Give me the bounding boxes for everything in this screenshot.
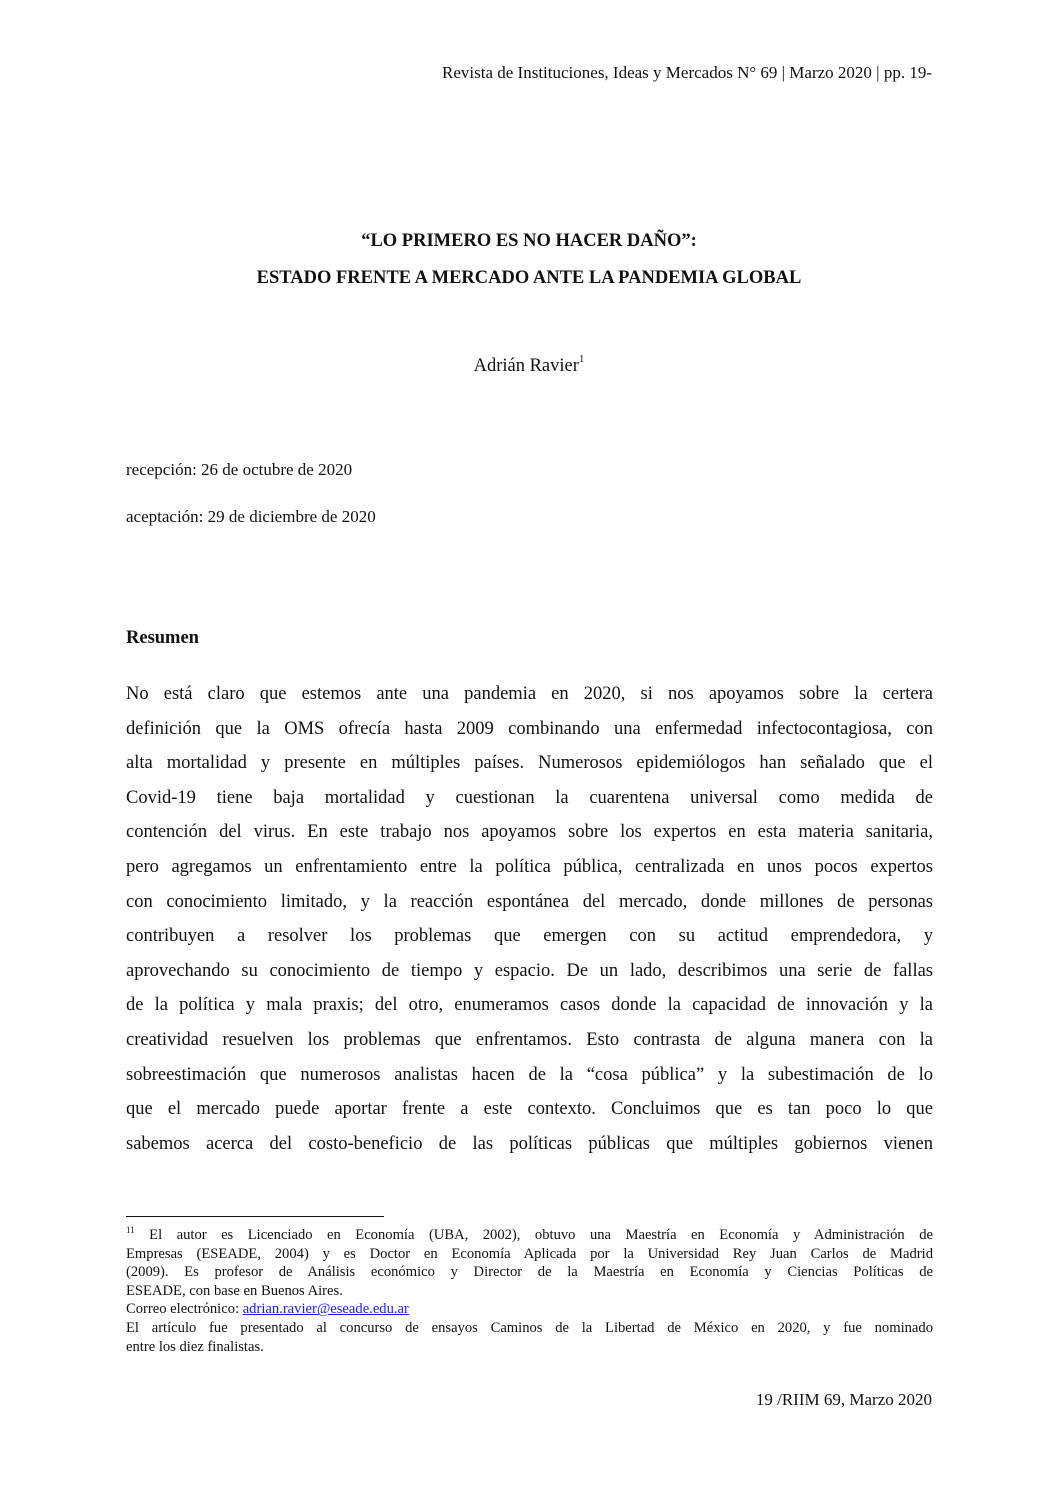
abstract-line: creatividad resuelven los problemas que enfrentamos. Esto contrasta de alguna manera con la	[126, 1029, 933, 1050]
footnote-note-line: entre los diez finalistas.	[126, 1338, 264, 1355]
journal-header: Revista de Instituciones, Ideas y Mercados N° 69 | Marzo 2020 | pp. 19-	[442, 63, 932, 82]
abstract-body	[126, 677, 933, 1161]
author-name: Adrián Ravier	[473, 356, 579, 376]
footnote-line: $^{11}$ El autor es Licenciado en Economía (UBA, 2002), obtuvo una Maestría en Economía y Administración de	[126, 1225, 933, 1243]
footnote-line: ESEADE, con base en Buenos Aires.	[126, 1282, 343, 1299]
abstract-line: alta mortalidad y presente en múltiples países. Numerosos epidemiólogos han señalado que el	[126, 753, 933, 774]
abstract-line: pero agregamos un enfrentamiento entre la política pública, centralizada en unos pocos expertos	[126, 856, 933, 877]
abstract-line: que el mercado puede aportar frente a este contexto. Concluimos que es tan poco lo que	[126, 1099, 933, 1120]
abstract-line: definición que la OMS ofrecía hasta 2009 combinando una enfermedad infectocontagiosa, con	[126, 718, 933, 739]
footnote-mark: 11	[126, 1225, 135, 1235]
abstract-line: con conocimiento limitado, y la reacción espontánea del mercado, donde millones de personas	[126, 891, 933, 912]
footnote-line: Empresas (ESEADE, 2004) y es Doctor en Economía Aplicada por la Universidad Rey Juan Carlos de Madrid	[126, 1245, 933, 1262]
footnote-email-line	[126, 1300, 933, 1319]
accepted-date: aceptación: 29 de diciembre de 2020	[126, 507, 376, 526]
abstract-line: Covid-19 tiene baja mortalidad y cuestionan la cuarentena universal como medida de	[126, 787, 933, 808]
abstract-line: contribuyen a resolver los problemas que emergen con su actitud emprendedora, y	[126, 926, 933, 947]
article-title-line-2: ESTADO FRENTE A MERCADO ANTE LA PANDEMIA GLOBAL	[256, 268, 802, 288]
footnote-note-line: El artículo fue presentado al concurso de ensayos Caminos de la Libertad de México en 2020, y fue nominado	[126, 1319, 933, 1336]
abstract-line: contención del virus. En este trabajo nos apoyamos sobre los expertos en esta materia sanitaria,	[126, 822, 933, 843]
received-date: recepción: 26 de octubre de 2020	[126, 460, 353, 479]
page-footer: 19 /RIIM 69, Marzo 2020	[755, 1390, 932, 1409]
footnote-line: (2009). Es profesor de Análisis económico y Director de la Maestría en Economía y Ciencias Políticas de	[126, 1264, 933, 1281]
footnote-block	[126, 1226, 933, 1356]
email-label: Correo electrónico:	[126, 1301, 243, 1318]
author-footnote-mark: 1	[578, 353, 585, 365]
article-title-line-1: “LO PRIMERO ES NO HACER DAÑO”:	[361, 231, 697, 251]
abstract-line: sabemos acerca del costo-beneficio de las políticas públicas que múltiples gobiernos vienen	[126, 1133, 933, 1154]
abstract-heading: Resumen	[126, 628, 199, 648]
abstract-line: No está claro que estemos ante una pandemia en 2020, si nos apoyamos sobre la certera	[126, 684, 933, 704]
footnote-separator	[126, 1216, 384, 1217]
abstract-line: sobreestimación que numerosos analistas hacen de la “cosa pública” y la subestimación de lo	[126, 1064, 933, 1085]
author-byline	[0, 353, 1058, 377]
author-email-link[interactable]: adrian.ravier@eseade.edu.ar	[242, 1301, 409, 1318]
abstract-line: aprovechando su conocimiento de tiempo y espacio. De un lado, describimos una serie de fallas	[126, 960, 933, 981]
abstract-line: de la política y mala praxis; del otro, enumeramos casos donde la capacidad de innovación y la	[126, 995, 933, 1016]
